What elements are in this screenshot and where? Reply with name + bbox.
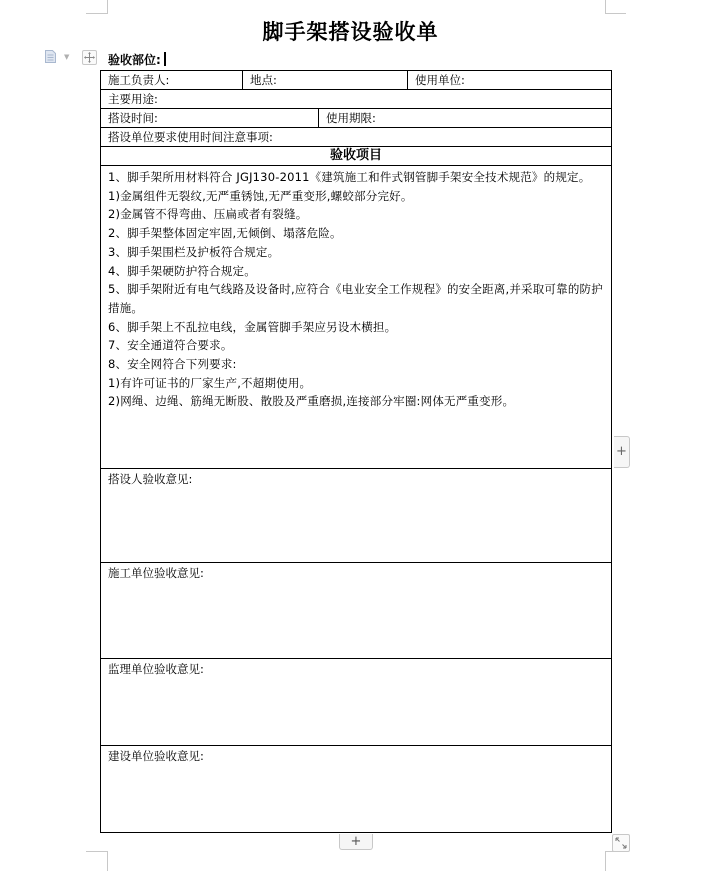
inspection-items-cell[interactable]: [101, 166, 611, 469]
inspection-item: 2)网绳、边绳、筋绳无断股、散股及严重磨损,连接部分牢圈:网体无严重变形。: [108, 394, 515, 409]
supervision-unit-opinion-cell[interactable]: [101, 659, 611, 746]
inspection-item: 3、脚手架围栏及护板符合规定。: [108, 244, 280, 259]
setup-time-cell[interactable]: [101, 109, 319, 127]
supervisor-cell[interactable]: [101, 71, 243, 89]
construction-unit-opinion-label: 施工单位验收意见:: [108, 566, 204, 580]
paragraph-layout-icon[interactable]: [45, 50, 56, 63]
user-unit-cell[interactable]: [407, 71, 611, 89]
add-column-button[interactable]: [614, 436, 630, 468]
owner-unit-opinion-label: 建设单位验收意见:: [108, 749, 204, 763]
resize-diagonal-icon: [613, 835, 629, 851]
inspection-location-label: 验收部位:: [108, 53, 161, 67]
supervision-unit-opinion-label: 监理单位验收意见:: [108, 662, 204, 676]
inspection-item: 1)有许可证书的厂家生产,不超期使用。: [108, 375, 312, 390]
place-cell[interactable]: [242, 71, 408, 89]
table-row-time: [101, 109, 611, 128]
erector-opinion-label: 搭设人验收意见:: [108, 472, 193, 486]
table-move-handle[interactable]: [82, 50, 97, 65]
usage-period-label: 使用期限:: [326, 111, 376, 125]
page-corner-mark-top-right: [605, 0, 626, 14]
dropdown-arrow-icon[interactable]: ▼: [64, 53, 70, 61]
add-row-button[interactable]: [339, 834, 373, 850]
inspection-item: 1、脚手架所用材料符合 JGJ130-2011《建筑施工和件式钢管脚手架安全技术规范》的规定。: [108, 170, 591, 184]
page-corner-mark-top-left: [86, 0, 108, 14]
table-resize-handle[interactable]: [612, 834, 630, 852]
setup-time-label: 搭设时间:: [108, 111, 158, 125]
inspection-table: [100, 70, 612, 833]
text-cursor: [164, 52, 166, 66]
inspection-item: 4、脚手架硬防护符合规定。: [108, 263, 256, 278]
erector-opinion-cell[interactable]: [101, 469, 611, 563]
inspection-location-field[interactable]: [108, 51, 166, 68]
owner-unit-opinion-cell[interactable]: [101, 746, 611, 832]
inspection-item: 2)金属管不得弯曲、压扁或者有裂缝。: [108, 207, 308, 222]
user-unit-label: 使用单位:: [415, 73, 465, 87]
inspection-item: 1)金属组件无裂纹,无严重锈蚀,无严重变形,螺蛟部分完好。: [108, 188, 413, 203]
page-corner-mark-bottom-left: [86, 851, 108, 871]
usage-period-cell[interactable]: [318, 109, 611, 127]
construction-unit-opinion-cell[interactable]: [101, 563, 611, 659]
table-row-items-header: [101, 147, 611, 166]
main-use-cell[interactable]: [101, 90, 611, 108]
items-header: 验收项目: [329, 148, 382, 163]
place-label: 地点:: [250, 73, 277, 87]
inspection-item: 6、脚手架上不乱拉电线，金属管脚手架应另设木横担。: [108, 319, 397, 334]
inspection-item: 5、脚手架附近有电气线路及设备时,应符合《电业安全工作规程》的安全距离,并采取可靠的防护措施。: [108, 282, 603, 315]
notes-cell[interactable]: [101, 128, 611, 146]
plus-icon: +: [350, 834, 362, 849]
table-row-responsible: [101, 71, 611, 90]
table-row-main-use: [101, 90, 611, 109]
inspection-item: 2、脚手架整体固定牢固,无倾倒、塌落危险。: [108, 226, 342, 241]
notes-label: 搭设单位要求使用时间注意事项:: [108, 130, 273, 144]
plus-icon: +: [616, 444, 627, 459]
supervisor-label: 施工负责人:: [108, 73, 170, 87]
inspection-item: 8、安全网符合下列要求:: [108, 357, 237, 372]
main-use-label: 主要用途:: [108, 92, 158, 106]
table-row-notes: [101, 128, 611, 147]
page-corner-mark-bottom-right: [605, 851, 626, 871]
move-arrows-icon: [83, 51, 96, 64]
inspection-item: 7、安全通道符合要求。: [108, 338, 233, 353]
document-title: 脚手架搭设验收单: [262, 19, 439, 44]
